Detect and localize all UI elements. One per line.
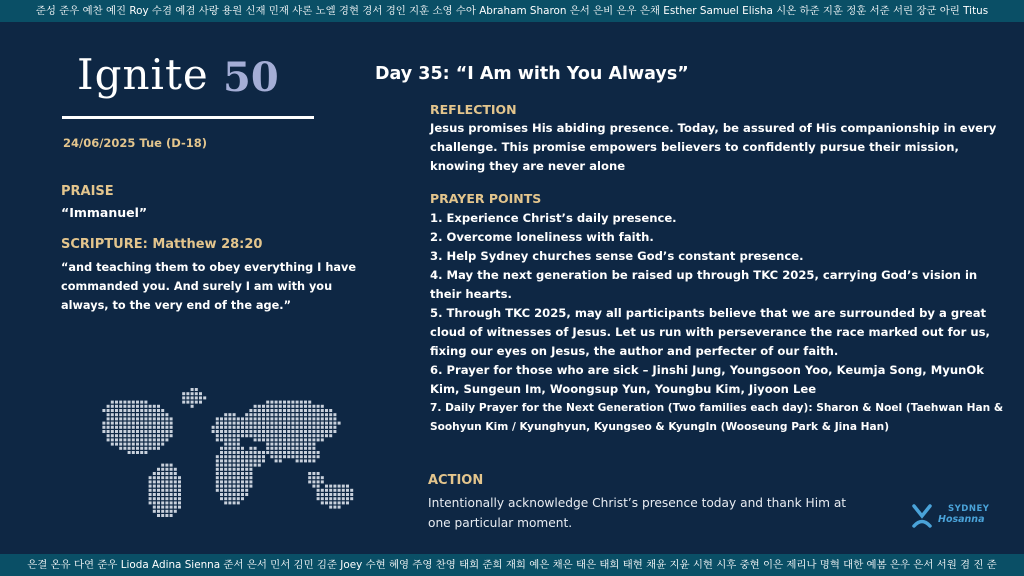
day-title: Day 35: “I Am with You Always” [375,64,689,84]
brand-name: SYDNEY [948,504,990,514]
prayer-point: 3. Help Sydney churches sense God’s constant presence. [430,249,804,263]
prayer-points-list [430,209,1010,437]
logo-number: 50 [223,54,279,101]
main-content [430,102,1010,437]
prayer-point: 7. Daily Prayer for the Next Generation (Two families each day): Sharon & Noel (Taehwan Han & Soohyun Kim / Kyunghyun, Kyungseo & KyungIn (Wooseung Park & Jina Han) [430,402,1004,433]
praise-heading: PRAISE [61,184,114,199]
scripture-heading: SCRIPTURE: Matthew 28:20 [61,237,263,252]
logo-word: Ignite [77,50,209,99]
top-names-bar: 준성 준우 예찬 예진 Roy 수겸 예겸 사랑 용원 신재 민재 샤론 노엘 경현 경서 경인 지훈 소영 수아 Abraham Sharon 은서 은비 은우 은채 Esther Samuel Elisha 시온 하준 지훈 정훈 서준 서린 장군 아린 Titus [0,0,1024,22]
reflection-text: Jesus promises His abiding presence. Today, be assured of His companionship in every challenge. This promise empowers believers to confidently pursue their mission, knowing they are never alone [430,121,997,173]
prayer-point: 2. Overcome loneliness with faith. [430,230,654,244]
action-heading: ACTION [428,473,484,488]
date-label: 24/06/2025 Tue (D-18) [63,136,208,150]
reflection-heading: REFLECTION [430,102,517,117]
logo-underline [62,116,314,119]
brand-subtitle: Hosanna [938,514,985,525]
prayer-point: 1. Experience Christ’s daily presence. [430,211,677,225]
prayer-point: 6. Prayer for those who are sick – Jinshi Jung, Youngsoon Yoo, Keumja Song, MyunOk Kim, Sungeun Im, Woongsup Yun, Youngbu Kim, Jiyoon Lee [430,363,984,396]
prayer-points-heading: PRAYER POINTS [430,191,542,206]
action-text: Intentionally acknowledge Christ’s presence today and thank Him at one particular moment. [428,496,847,530]
world-map-icon [92,386,362,526]
scripture-text: “and teaching them to obey everything I have commanded you. And surely I am with you always, to the very end of the age.” [61,261,357,312]
prayer-point: 5. Through TKC 2025, may all participants believe that we are surrounded by a great cloud of witnesses of Jesus. Let us run with perseverance the race marked out for us, fixing our eyes on Jesus, the author and perfecter of our faith. [430,306,990,358]
bottom-names-bar: 은결 온유 다연 준우 Lioda Adina Sienna 준서 은서 민서 김민 김준 Joey 수현 혜영 주영 찬영 태희 준희 재희 예은 채은 태은 태희 태현 채윤 지윤 시현 시후 중현 이은 제리나 명혁 대한 예봄 은우 은서 서원 겸 진 준 [0,554,1024,576]
prayer-point: 4. May the next generation be raised up through TKC 2025, carrying God’s vision in their hearts. [430,268,978,301]
praise-value: “Immanuel” [61,205,148,220]
